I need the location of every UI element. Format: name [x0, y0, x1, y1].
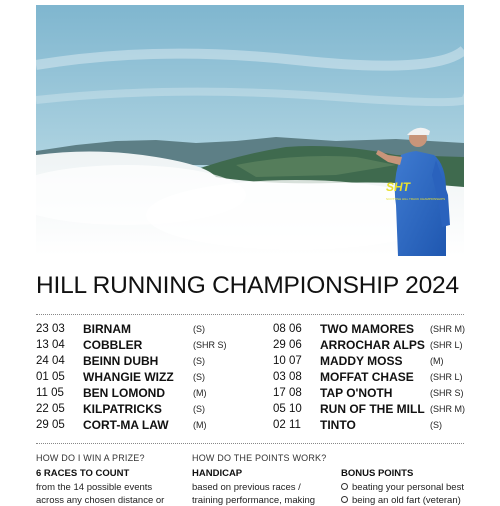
prize-line: across any chosen distance or	[36, 495, 165, 506]
race-row	[36, 386, 236, 402]
race-row	[36, 338, 236, 354]
race-row	[36, 370, 236, 386]
race-date: 13 04	[36, 339, 65, 351]
points-heading: HOW DO THE POINTS WORK?	[192, 453, 327, 463]
race-date: 29 06	[273, 339, 302, 351]
points-subheading: HANDICAP	[192, 468, 243, 479]
race-category: (S)	[193, 372, 205, 382]
points-line: based on previous races /	[192, 482, 301, 493]
race-name: TAP O'NOTH	[320, 386, 393, 400]
race-category: (S)	[193, 404, 205, 414]
race-name: MOFFAT CHASE	[320, 370, 414, 384]
race-name: BEN LOMOND	[83, 386, 165, 400]
bullet-icon	[341, 496, 348, 503]
race-name: RUN OF THE MILL	[320, 402, 425, 416]
race-date: 05 10	[273, 403, 302, 415]
race-category: (SHR M)	[430, 324, 465, 334]
race-row	[36, 402, 236, 418]
race-category: (M)	[430, 356, 444, 366]
race-date: 22 05	[36, 403, 65, 415]
race-category: (S)	[193, 356, 205, 366]
race-category: (S)	[430, 420, 442, 430]
race-name: WHANGIE WIZZ	[83, 370, 174, 384]
race-category: (SHR L)	[430, 340, 463, 350]
race-row	[273, 338, 473, 354]
race-date: 11 05	[36, 387, 64, 399]
bonus-item: beating your personal best	[341, 482, 464, 493]
race-date: 23 03	[36, 323, 65, 335]
race-date: 24 04	[36, 355, 65, 367]
race-category: (SHR L)	[430, 372, 463, 382]
race-date: 29 05	[36, 419, 65, 431]
race-row	[36, 322, 236, 338]
shirt-logo-small: SCOTTISH HILL TRACK CHAMPIONSHIPS	[386, 197, 446, 201]
divider-top	[36, 314, 464, 315]
race-category: (SHR M)	[430, 404, 465, 414]
race-category: (M)	[193, 388, 207, 398]
race-calendar	[36, 322, 466, 434]
race-name: CORT-MA LAW	[83, 418, 169, 432]
race-row	[273, 402, 473, 418]
race-name: BEINN DUBH	[83, 354, 159, 368]
race-row	[273, 322, 473, 338]
race-category: (M)	[193, 420, 207, 430]
race-row	[273, 370, 473, 386]
prize-heading: HOW DO I WIN A PRIZE?	[36, 453, 145, 463]
divider-bottom	[36, 443, 464, 444]
prize-line: from the 14 possible events	[36, 482, 153, 493]
race-date: 01 05	[36, 371, 65, 383]
bonus-subheading: BONUS POINTS	[341, 468, 414, 479]
race-category: (SHR S)	[430, 388, 464, 398]
race-category: (S)	[193, 324, 205, 334]
race-name: TINTO	[320, 418, 356, 432]
race-name: COBBLER	[83, 338, 143, 352]
race-date: 17 08	[273, 387, 302, 399]
race-row	[36, 354, 236, 370]
race-name: ARROCHAR ALPS	[320, 338, 425, 352]
bonus-item: being an old fart (veteran)	[341, 495, 461, 506]
shirt-logo-text: SHT	[386, 180, 410, 194]
race-name: KILPATRICKS	[83, 402, 162, 416]
race-row	[273, 354, 473, 370]
race-date: 08 06	[273, 323, 302, 335]
race-date: 03 08	[273, 371, 302, 383]
race-row	[273, 418, 473, 434]
race-name: TWO MAMORES	[320, 322, 414, 336]
race-name: BIRNAM	[83, 322, 131, 336]
bullet-icon	[341, 483, 348, 490]
race-row	[36, 418, 236, 434]
race-row	[273, 386, 473, 402]
race-date: 10 07	[273, 355, 302, 367]
race-category: (SHR S)	[193, 340, 227, 350]
prize-subheading: 6 RACES TO COUNT	[36, 468, 130, 479]
hero-photo	[36, 5, 464, 256]
race-name: MADDY MOSS	[320, 354, 403, 368]
page-title: HILL RUNNING CHAMPIONSHIP 2024	[36, 272, 459, 299]
points-line: training performance, making	[192, 495, 316, 506]
race-date: 02 11	[273, 419, 301, 431]
